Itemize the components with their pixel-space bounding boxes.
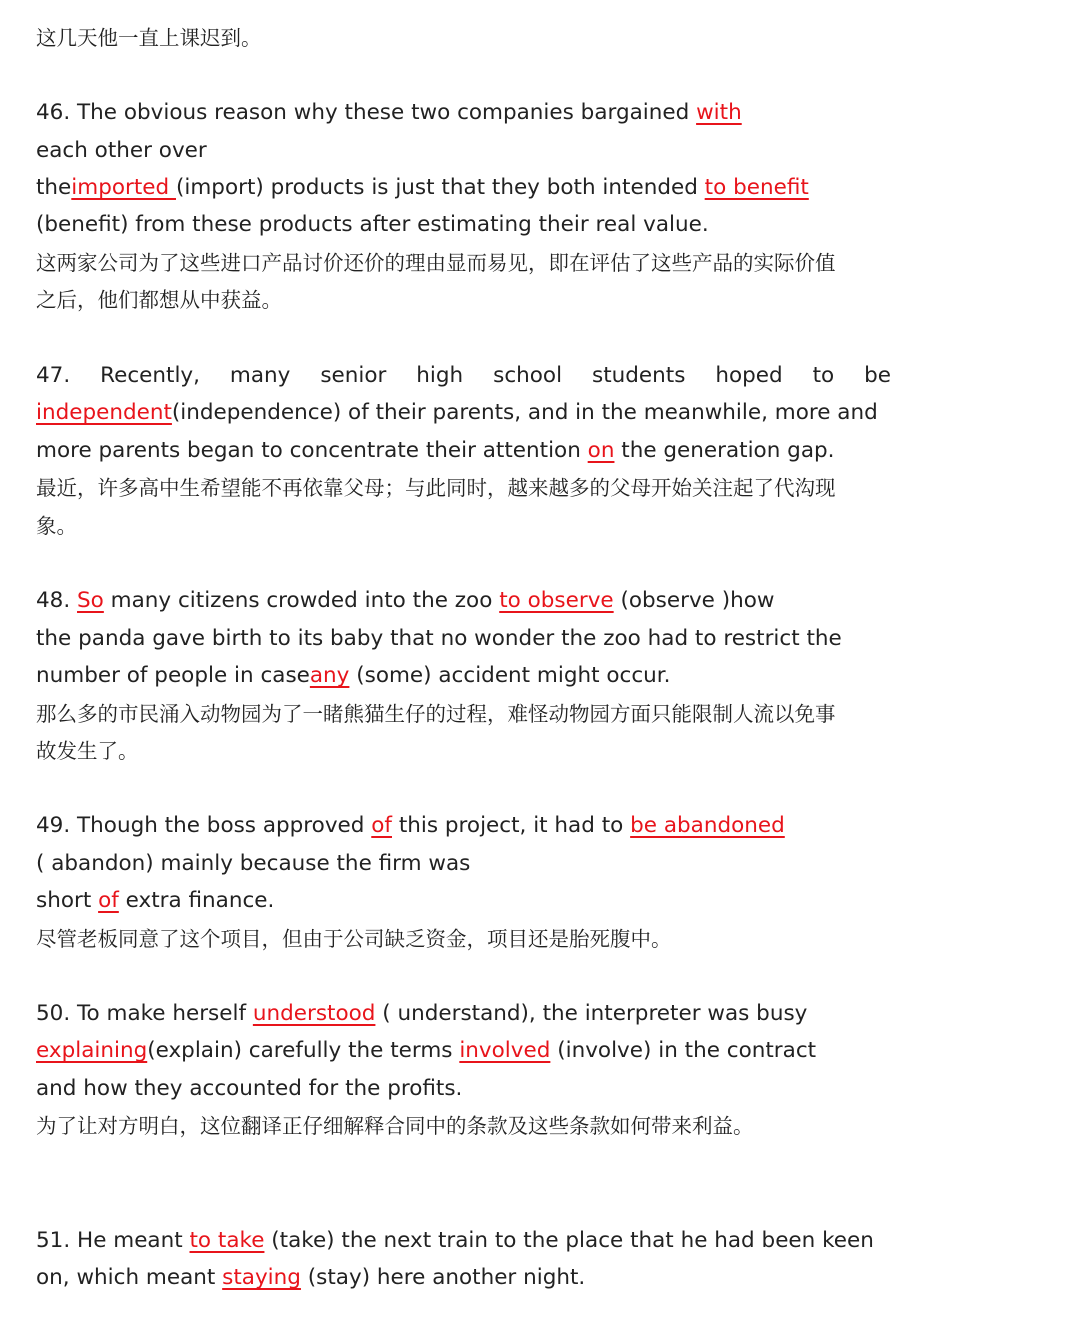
- question-line: [36, 886, 274, 916]
- text: 49. Though the boss approved: [36, 813, 372, 838]
- text: (independence) of their parents, and in the meanwhile, more and: [171, 400, 878, 425]
- question-line: [36, 661, 671, 691]
- answer: with: [696, 100, 742, 125]
- answer: understood: [252, 1001, 376, 1026]
- text: (stay) here another night.: [300, 1265, 586, 1290]
- text: 46. The obvious reason why these two companies bargained: [36, 100, 697, 125]
- answer: involved: [459, 1038, 551, 1063]
- answer: on: [587, 438, 615, 463]
- question-line: the panda gave birth to its baby that no wonder the zoo had to restrict the: [36, 626, 842, 651]
- question-line: ( abandon) mainly because the firm was: [36, 851, 471, 876]
- translation-line: 这两家公司为了这些进口产品讨价还价的理由显而易见，即在评估了这些产品的实际价值: [36, 251, 836, 275]
- question-line: [36, 173, 809, 203]
- question-line: [36, 1036, 816, 1066]
- answer: independent: [36, 400, 172, 425]
- translation-line: 之后，他们都想从中获益。: [36, 288, 282, 312]
- text: extra finance.: [118, 888, 275, 913]
- translation-line: 象。: [36, 514, 77, 538]
- text: 50. To make herself: [36, 1001, 253, 1026]
- question-line: [36, 1226, 874, 1256]
- text: (take) the next train to the place that he had been keen: [264, 1228, 874, 1253]
- question-line: [36, 98, 742, 128]
- text: (explain) carefully the terms: [147, 1038, 460, 1063]
- text: the: [36, 175, 72, 200]
- question-line: [36, 398, 878, 428]
- answer: to benefit: [704, 175, 809, 200]
- translation-line: 尽管老板同意了这个项目，但由于公司缺乏资金，项目还是胎死腹中。: [36, 927, 672, 951]
- answer: to take: [189, 1228, 265, 1253]
- question-line: and how they accounted for the profits.: [36, 1076, 463, 1101]
- answer: of: [98, 888, 119, 913]
- question-line: each other over: [36, 138, 207, 163]
- text: on, which meant: [36, 1265, 223, 1290]
- translation-line: 最近，许多高中生希望能不再依靠父母；与此同时，越来越多的父母开始关注起了代沟现: [36, 476, 836, 500]
- answer: So: [77, 588, 104, 613]
- answer: be abandoned: [630, 813, 785, 838]
- translation-line: 那么多的市民涌入动物园为了一睹熊猫生仔的过程，难怪动物园方面只能限制人流以免事: [36, 702, 836, 726]
- question-line: [36, 1263, 585, 1293]
- question-line: [36, 999, 807, 1029]
- translation-line: 故发生了。: [36, 739, 139, 763]
- text: 51. He meant: [36, 1228, 190, 1253]
- text: more parents began to concentrate their attention: [36, 438, 588, 463]
- text: (observe )how: [613, 588, 775, 613]
- answer: any: [309, 663, 350, 688]
- intro-translation: 这几天他一直上课迟到。: [36, 26, 262, 50]
- text: number of people in case: [36, 663, 310, 688]
- answer: of: [371, 813, 392, 838]
- text: many citizens crowded into the zoo: [103, 588, 500, 613]
- text: the generation gap.: [614, 438, 835, 463]
- question-line: [36, 436, 834, 466]
- answer: imported: [71, 175, 176, 200]
- question-line: 47. Recently, many senior high school students hoped to be: [36, 363, 891, 388]
- text: (some) accident might occur.: [349, 663, 671, 688]
- question-line: [36, 586, 775, 616]
- answer: staying: [222, 1265, 301, 1290]
- text: 48.: [36, 588, 78, 613]
- question-line: (benefit) from these products after estimating their real value.: [36, 212, 709, 237]
- text: (involve) in the contract: [550, 1038, 817, 1063]
- text: (import) products is just that they both intended: [176, 175, 705, 200]
- text: ( understand), the interpreter was busy: [375, 1001, 808, 1026]
- question-line: [36, 811, 785, 841]
- translation-line: 为了让对方明白，这位翻译正仔细解释合同中的条款及这些条款如何带来利益。: [36, 1114, 754, 1138]
- answer: explaining: [36, 1038, 148, 1063]
- answer: to observe: [499, 588, 614, 613]
- text: this project, it had to: [392, 813, 631, 838]
- text: short: [36, 888, 99, 913]
